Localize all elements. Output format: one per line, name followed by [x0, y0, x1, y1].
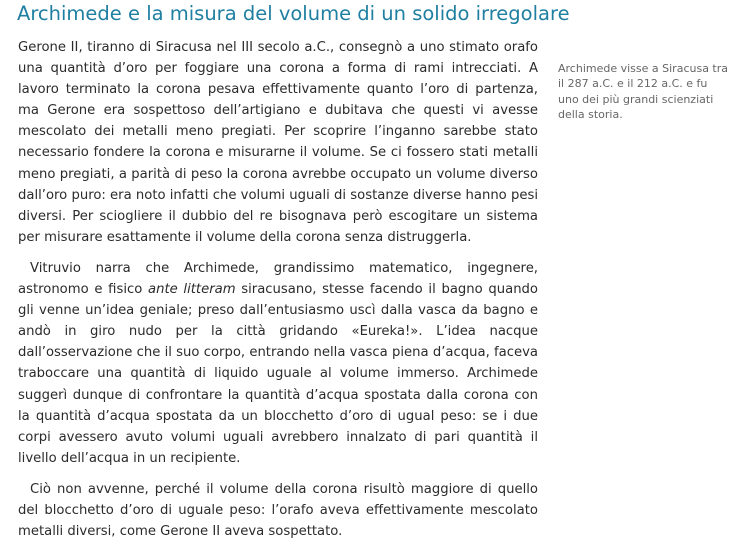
paragraph-2-emphasis: ante litteram	[148, 282, 236, 298]
paragraph-1	[18, 37, 538, 248]
paragraph-3	[18, 479, 538, 542]
page-title: Archimede e la misura del volume di un solido irregolare	[17, 2, 570, 25]
side-note: Archimede visse a Siracusa tra il 287 a.C. e il 212 a.C. e fu uno dei più grandi scienziati della storia.	[558, 62, 729, 122]
paragraph-3-text: Ciò non avvenne, perché il volume della corona risultò maggiore di quello del blocchetto d’oro di uguale peso: l’orafo aveva effettivamente mescolato metalli diversi, come Gerone II aveva sospettato.	[18, 481, 538, 540]
paragraph-2	[18, 258, 538, 469]
paragraph-2-text-start: Vitruvio narra che Archimede, grandissimo matematico, ingegnere, astronomo e fisico	[18, 260, 538, 298]
main-text	[18, 37, 538, 552]
paragraph-2-text-end: siracusano, stesse facendo il bagno quando gli venne un’idea geniale; preso dall’entusiasmo uscì dalla vasca da bagno e andò in giro nudo per la città gridando «Eureka!». L’idea nacque dall’osservazione che il suo corpo, entrando nella vasca piena d’acqua, faceva traboccare una quantità di liquido uguale al volume immerso. Archimede suggerì dunque di confrontare la quantità d’acqua spostata dalla corona con la quantità d’acqua spostata da un blocchetto d’oro di ugual peso: se i due corpi avessero avuto volumi uguali avrebbero innalzato di pari quantità il livello dell’acqua in un recipiente.	[18, 282, 538, 466]
paragraph-1-text: Gerone II, tiranno di Siracusa nel III secolo a.C., consegnò a uno stimato orafo una quantità d’oro per foggiare una corona a forma di rami intrecciati. A lavoro terminato la corona pesava effettivamente quanto l’oro di partenza, ma Gerone era sospettoso dell’artigiano e dubitava che questi vi avesse mescolato dei metalli meno pregiati. Per scoprire l’inganno sarebbe stato necessario fondere la corona e misurarne il volume. Se ci fossero stati metalli meno pregiati, a parità di peso la corona avrebbe occupato un volume diverso dall’oro puro: era noto infatti che volumi uguali di sostanze diverse hanno pesi diversi. Per sciogliere il dubbio del re bisognava però escogitare un sistema per misurare esattamente il volume della corona senza distruggerla.	[18, 40, 538, 245]
